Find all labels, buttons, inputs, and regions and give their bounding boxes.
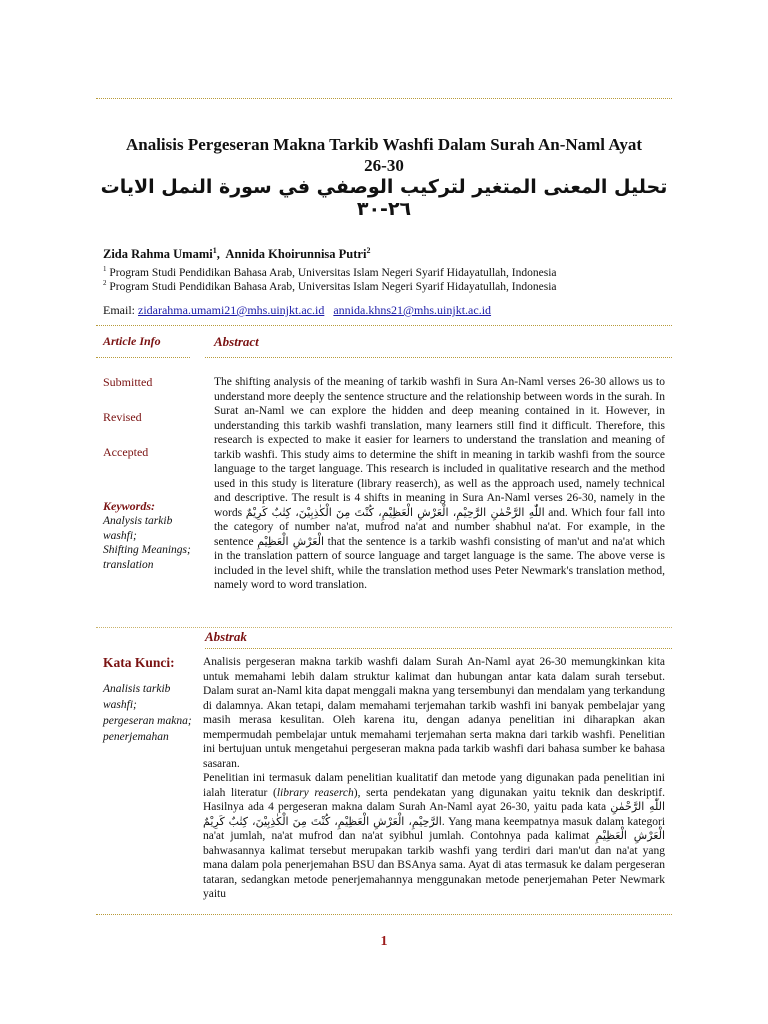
submitted-label: Submitted [103,375,153,389]
email-line [103,303,491,318]
revised-label: Revised [103,410,142,424]
aff2-text: Program Studi Pendidikan Bahasa Arab, Universitas Islam Negeri Syarif Hidayatullah, Indonesia [109,280,557,293]
keywords-heading: Keywords: [103,499,155,513]
author-1-sup: 1 [212,246,217,255]
article-info-underline [96,357,190,358]
abstract-text-2: Which four fall into the category of number na'at, mufrod na'at and number shabhul na'at. For example, in the sentence [214,506,666,548]
keywords-list [103,514,193,572]
author-line: Zida Rahma Umami$^1$, Annida Khoirunnisa Putri$^2$ [103,246,371,262]
abstrak-arabic-1: اللّٰهِ الرَّحْمٰنِ الرَّحِيْمِ، الْعَرْشِ الْعَظِيْمِ، كُنْتَ مِنَ الْكٰذِبِيْنَ، كِتٰبٌ كَرِيْمٌ [203,800,665,828]
kata-kunci-list [103,681,193,745]
accepted-label: Accepted [103,445,149,459]
section-rule-top [96,325,672,326]
footer-rule [96,914,672,915]
author-2-sup: 2 [366,246,371,255]
abstrak-text-3: mana keempatnya masuk dalam kategori na'at jumlah, na'at mufrod dan na'at syibhul jumlah. Contohnya pada kalimat [203,815,665,842]
header-rule [96,98,672,99]
kata-kunci-heading: Kata Kunci: [103,655,175,670]
abstrak-underline [205,648,672,649]
abstrak-rule [96,627,672,628]
abstrak-text-2b: ), serta pendekatan yang digunakan yaitu teknik dan deskriptif. Hasilnya ada 4 pergeseran makna dalam Surah An-Naml ayat 26-30, yaitu pada kata [203,786,665,813]
keyword-item: Analysis tarkib washfi; [103,515,173,542]
kata-kunci-item: pergeseran makna; [103,715,192,727]
kata-kunci-item: Analisis tarkib washfi; [103,683,171,711]
kata-kunci-item: penerjemahan [103,731,169,743]
title-line-2: 26-30 [364,156,404,175]
abstract-underline [205,357,672,358]
keyword-item: translation [103,558,154,571]
abstract-body: The shifting analysis of the meaning of tarkib washfi in Sura An-Naml verses 26-30 allows us to understand more deeply the sentence structure and the relationship between words in the surah. In Surat an-Naml we can explore the hidden and deep meaning contained in it. However, in understanding this tarkib washfi translation, many learners still find it difficult. Therefore, this research is expected to make it easier for learners to understand the translation and meaning of tarkib washfi. This study aims to determine the shift in meaning in tarkib washfi from the source language to the target language. This research is included in qualitative research and the method used in this study is literature (library reaserch), as well as the approach used, namely technical and descriptive. The result is 4 shifts in meaning in Sura An-Naml verses 26-30, namely in the words اللّٰهِ الرَّحْمٰنِ الرَّحِيْمِ، الْعَرْشِ الْعَظِيْمِ، كُنْتَ مِنَ الْكٰذِبِيْنَ، كِتٰبٌ كَرِيْمٌ and. Which four fall into the category of number na'at, mufrod na'at and number shabhul na'at. For example, in the sentence الْعَرْشِ الْعَظِيْمِ that the sentence is a tarkib washfi consisting of man'ut and na'at which in the translation pattern of source language and target language is the same. The above verse is included in the level shift, while the translation method uses Peter Newmark's translation method, namely word to word translation. [214,376,666,591]
abstrak-arabic-2: الْعَرْشِ الْعَظِيْمِ [595,829,665,842]
abstrak-heading: Abstrak [205,629,247,644]
author-2: Annida Khoirunnisa Putri [225,247,367,262]
affiliation-2 [103,276,557,294]
article-info-heading: Article Info [103,334,161,348]
author-1: Zida Rahma Umami [103,247,213,262]
abstract-heading: Abstract [214,334,259,349]
keyword-item: Shifting Meanings; [103,544,191,556]
abstract-text-1: The shifting analysis of the meaning of tarkib washfi in Sura An-Naml verses 26-30 allows us to understand more deeply the sentence structure and the relationship between words in the surah. In Surat an-Naml we can explore the hidden and deep meaning contained in it. However, in understanding this tarkib washfi translation, many learners still find it difficult. Therefore, this research is expected to make it easier for learners to understand the translation and meaning of tarkib washfi. This study aims to determine the shift in meaning in tarkib washfi from the source language to the target language. This research is included in qualitative research and the method used in this study is literature (library reaserch), as well as the approach used, namely technical and descriptive. The result is 4 shifts in meaning in Sura An-Naml verses 26-30, namely in the words [214,376,665,519]
abstrak-text-4: bahwasannya kalimat tersebut merupakan tarkib washfi yang terdiri dari man'ut dan na'at yang mana dalam pola penerjemahan BSU dan BSAnya sama. Ayat di atas termasuk ke dalam pergeseran tataran, sedangkan metode penerjemahannya menggunakan metode penerjemahan Peter Newmark yaitu [203,844,665,900]
abstract-arabic-1: اللّٰهِ الرَّحْمٰنِ الرَّحِيْمِ، الْعَرْشِ الْعَظِيْمِ، كُنْتَ مِنَ الْكٰذِبِيْنَ، كِتٰبٌ كَرِيْمٌ [245,505,545,519]
abstrak-text-1: Analisis pergeseran makna tarkib washfi dalam Surah An-Naml ayat 26-30 memungkinkan kita untuk memahami lebih dalam struktur kalimat dan hubungan antar kata dalam surah tersebut. Dalam surat an-Naml kita dapat menggali makna yang tersembunyi dan mendalam yang terkandung di dalamnya. Akan tetapi, dalam memahami terjemahan tarkib washfi ini banyak pembelajar yang masih merasa kesulitan. Oleh karena itu, dengan adanya penelitian ini diharapkan akan mempermudah pembelajar untuk memahami terjemahan serta makna dari tarkib washfi. Penelitian ini bertujuan untuk mengetahui pergeseran makna pada tarkib washfi dari bahasa sumber ke bahasa sasaran. [203,656,665,770]
arabic-title: تحليل المعنى المتغير لتركيب الوصفي في سورة النمل الايات ٢٦-٣٠ [100,176,668,220]
email-link-1[interactable]: zidarahma.umami21@mhs.uinjkt.ac.id [138,303,325,317]
aff1-text: Program Studi Pendidikan Bahasa Arab, Universitas Islam Negeri Syarif Hidayatullah, Indonesia [109,266,557,279]
abstract-arabic-2: الْعَرْشِ الْعَظِيْمِ [257,534,325,548]
title-line-1: Analisis Pergeseran Makna Tarkib Washfi Dalam Surah An-Naml Ayat [125,135,643,154]
abstrak-text-2a: Penelitian ini termasuk dalam penelitian kualitatif dan metode yang digunakan pada penelitian ini ialah literatur ( [203,772,665,799]
abstrak-body: Analisis pergeseran makna tarkib washfi dalam Surah An-Naml ayat 26-30 memungkinkan kita untuk memahami lebih dalam struktur kalimat dan hubungan antar kata dalam surah tersebut. Dalam surat an-Naml kita dapat menggali makna yang tersembunyi dan mendalam yang terkandung di dalamnya. Akan tetapi, dalam memahami terjemahan tarkib washfi ini banyak pembelajar yang masih merasa kesulitan. Oleh karena itu, dengan adanya penelitian ini diharapkan akan mempermudah pembelajar untuk memahami terjemahan serta makna dari tarkib washfi. Penelitian ini bertujuan untuk mengetahui pergeseran makna pada tarkib washfi dari bahasa sumber ke bahasa sasaran. Penelitian ini termasuk dalam penelitian kualitatif dan metode yang digunakan pada penelitian ini ialah literatur (library reaserch), serta pendekatan yang digunakan yaitu teknik dan deskriptif. Hasilnya ada 4 pergeseran makna dalam Surah An-Naml ayat 26-30, yaitu pada kata اللّٰهِ الرَّحْمٰنِ الرَّحِيْمِ، الْعَرْشِ الْعَظِيْمِ، كُنْتَ مِنَ الْكٰذِبِيْنَ، كِتٰبٌ كَرِيْمٌ. Yang mana keempatnya masuk dalam kategori na'at jumlah, na'at mufrod dan na'at syibhul jumlah. Contohnya pada kalimat الْعَرْشِ الْعَظِيْمِ bahwasannya kalimat tersebut merupakan tarkib washfi yang terdiri dari man'ut dan na'at yang mana dalam pola penerjemahan BSU dan BSAnya sama. Ayat di atas termasuk ke dalam pergeseran tataran, sedangkan metode penerjemahannya menggunakan metode penerjemahan Peter Newmark yaitu [203,656,665,900]
abstract-text-3: that the sentence is a tarkib washfi consisting of man'ut and na'at which in the translation pattern of source language and target language is the same. The above verse is included in the level shift, while the translation method uses Peter Newmark's translation method, namely word to word translation. [214,535,666,591]
page-number: 1 [380,934,388,949]
abstrak-text-2-em: library reaserch [276,786,354,799]
abstract-and: and [548,506,565,519]
abstrak-yang: Yang [448,815,472,828]
aff1-sup: 1 [103,265,107,273]
paper-title [96,134,672,176]
email-link-2[interactable]: annida.khns21@mhs.uinjkt.ac.id [333,303,492,317]
email-label: Email: [103,303,135,317]
aff2-sup: 2 [103,279,107,287]
